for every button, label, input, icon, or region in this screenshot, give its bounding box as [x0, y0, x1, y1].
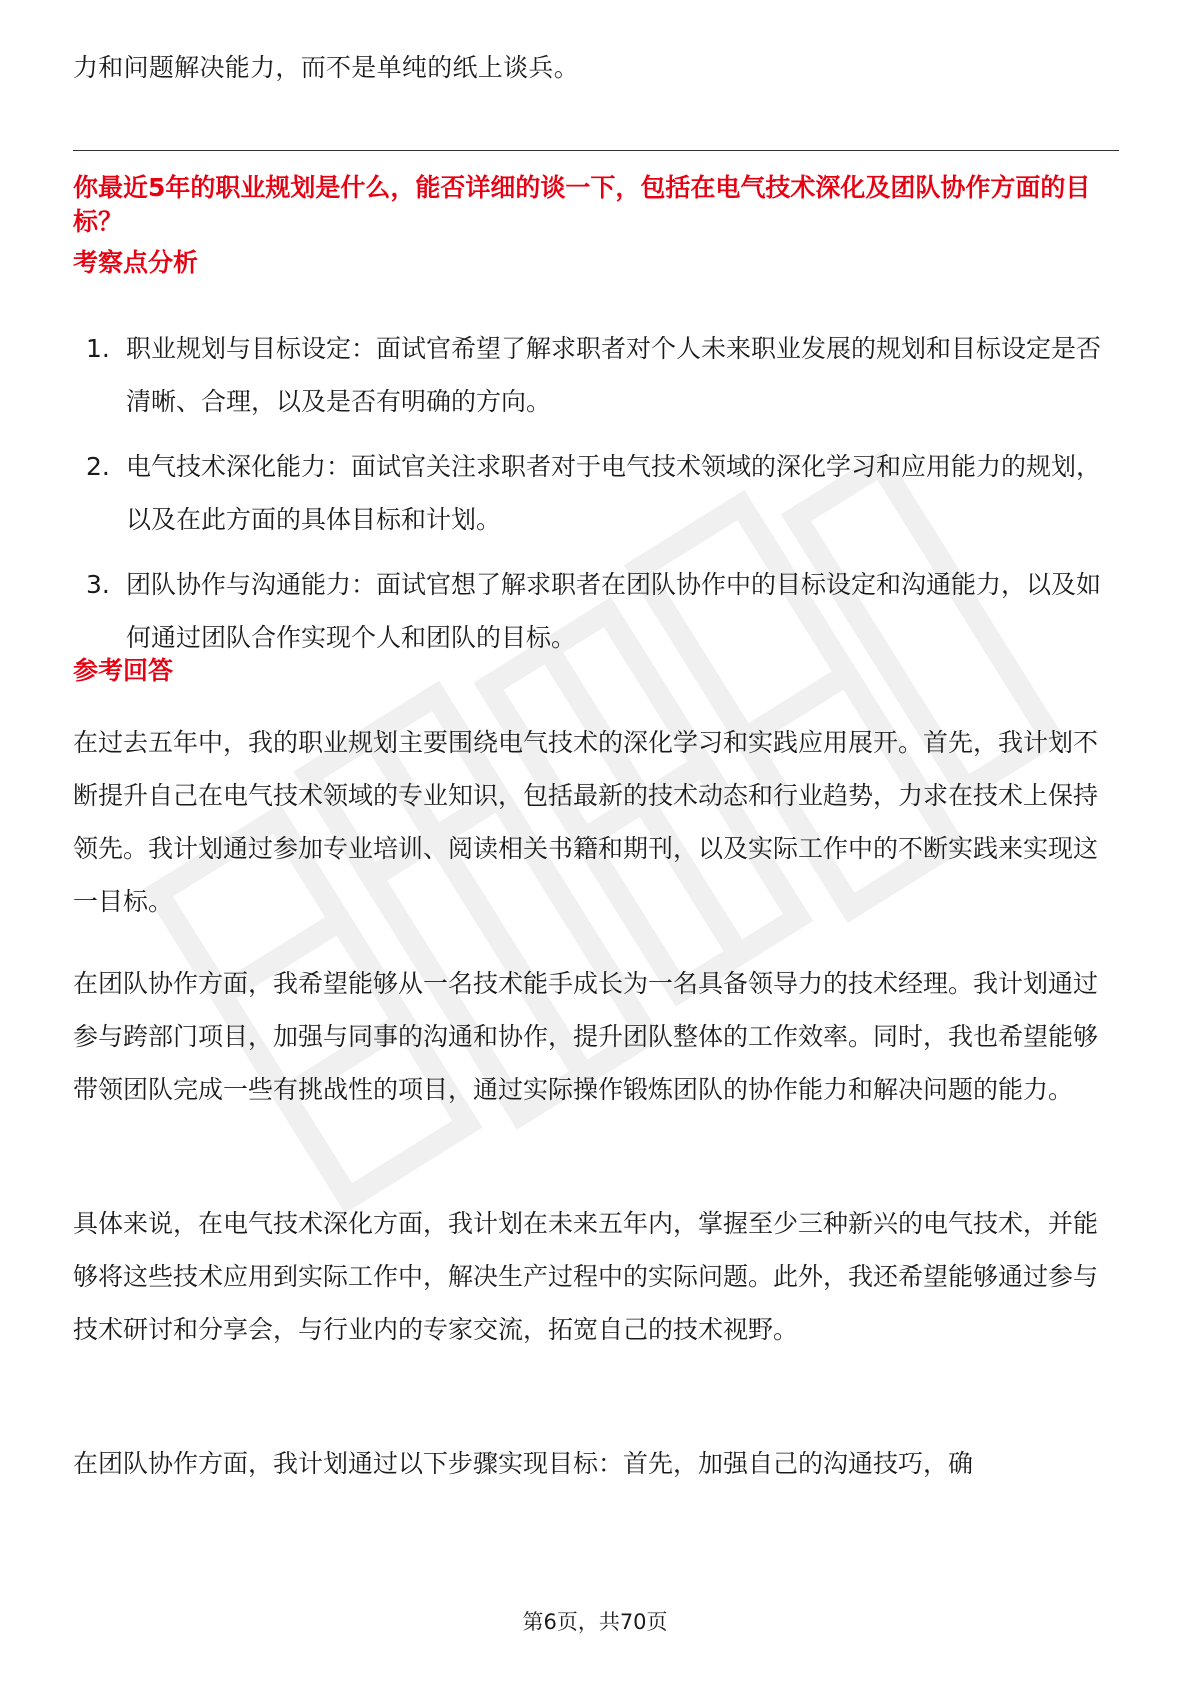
list-item-number: 2. — [86, 452, 110, 481]
analysis-heading: 考察点分析 — [73, 248, 199, 277]
analysis-list — [73, 332, 1119, 686]
page-number: 第6页，共70页 — [522, 1610, 668, 1634]
list-item-text: 职业规划与目标设定：面试官希望了解求职者对个人未来职业发展的规划和目标设定是否清晰、合理，以及是否有明确的方向。 — [126, 334, 1102, 416]
answer-paragraph: 在团队协作方面，我计划通过以下步骤实现目标：首先，加强自己的沟通技巧，确 — [73, 1449, 974, 1478]
list-item — [73, 558, 1119, 664]
list-item — [73, 322, 1119, 428]
question-heading: 你最近5年的职业规划是什么，能否详细的谈一下，包括在电气技术深化及团队协作方面的目标？ — [73, 173, 1091, 236]
list-item-text: 团队协作与沟通能力：面试官想了解求职者在团队协作中的目标设定和沟通能力，以及如何通过团队合作实现个人和团队的目标。 — [126, 570, 1102, 652]
list-item-number: 3. — [86, 570, 110, 599]
section-divider — [73, 150, 1119, 151]
answer-paragraph: 在团队协作方面，我希望能够从一名技术能手成长为一名具备领导力的技术经理。我计划通过参与跨部门项目，加强与同事的沟通和协作，提升团队整体的工作效率。同时，我也希望能够带领团队完成一些有挑战性的项目，通过实际操作锻炼团队的协作能力和解决问题的能力。 — [73, 969, 1099, 1104]
answer-paragraph: 具体来说，在电气技术深化方面，我计划在未来五年内，掌握至少三种新兴的电气技术，并能够将这些技术应用到实际工作中，解决生产过程中的实际问题。此外，我还希望能够通过参与技术研讨和分享会，与行业内的专家交流，拓宽自己的技术视野。 — [73, 1209, 1099, 1344]
answer-paragraph: 在过去五年中，我的职业规划主要围绕电气技术的深化学习和实践应用展开。首先，我计划不断提升自己在电气技术领域的专业知识，包括最新的技术动态和行业趋势，力求在技术上保持领先。我计划通过参加专业培训、阅读相关书籍和期刊，以及实际工作中的不断实践来实现这一目标。 — [73, 728, 1099, 916]
list-item — [73, 440, 1119, 546]
list-item-text: 电气技术深化能力：面试官关注求职者对于电气技术领域的深化学习和应用能力的规划，以及在此方面的具体目标和计划。 — [126, 452, 1102, 534]
answer-heading: 参考回答 — [73, 656, 174, 685]
lead-text: 力和问题解决能力，而不是单纯的纸上谈兵。 — [73, 53, 580, 82]
list-item-number: 1. — [86, 334, 110, 363]
